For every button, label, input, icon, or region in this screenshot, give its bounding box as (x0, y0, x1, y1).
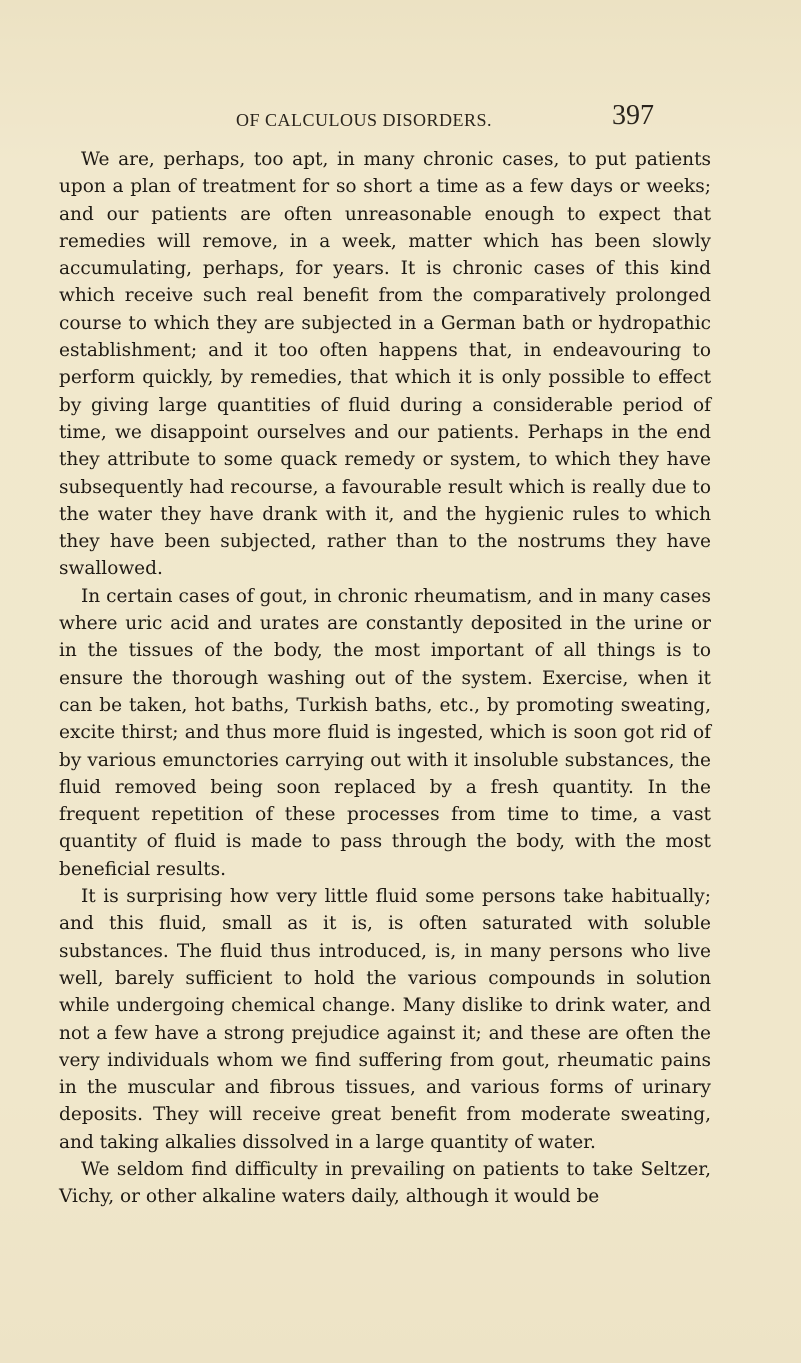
running-head: OF CALCULOUS DISORDERS. (236, 110, 493, 130)
paragraph: In certain cases of gout, in chronic rheumatism, and in many cases where uric acid and urates are constantly deposited in the urine or in the tissues of the body, the most important of all things is to ensure the thorough washing out of the system. Exercise, when it can be taken, hot baths, Turkish baths, etc., by promoting sweating, excite thirst; and thus more fluid is ingested, which is soon got rid of by various emunctories carrying out with it insoluble substances, the fluid removed being soon replaced by a fresh quantity. In the frequent repetition of these processes from time to time, a vast quantity of fluid is made to pass through the body, with the most beneficial results. (59, 585, 711, 880)
paragraph: It is surprising how very little fluid some persons take habitually; and this fluid, small as it is, is often saturated with soluble substances. The fluid thus introduced, is, in many persons who live well, barely sufficient to hold the various compounds in solution while undergoing chemical change. Many dislike to drink water, and not a few have a strong prejudice against it; and these are often the very individuals whom we find suffering from gout, rheumatic pains in the muscular and fibrous tissues, and various forms of urinary deposits. They will receive great benefit from moderate sweating, and taking alkalies dissolved in a large quantity of water. (59, 886, 711, 1153)
page-number: 397 (612, 100, 654, 131)
page-header (0, 100, 801, 140)
paragraph: We are, perhaps, too apt, in many chronic cases, to put patients upon a plan of treatment for so short a time as a few days or weeks; and our patients are often unreasonable enough to expect that remedies will remove, in a week, matter which has been slowly accumulating, perhaps, for years. It is chronic cases of this kind which receive such real benefit from the comparatively prolonged course to which they are subjected in a German bath or hydropathic establishment; and it too often happens that, in endeavouring to perform quickly, by remedies, that which it is only possible to effect by giving large quantities of fluid during a considerable period of time, we disappoint ourselves and our patients. Perhaps in the end they attribute to some quack remedy or system, to which they have subsequently had recourse, a favourable result which is really due to the water they have drank with it, and the hygienic rules to which they have been subjected, rather than to the nostrums they have swallowed. (59, 149, 711, 580)
paragraph: We seldom find difficulty in prevailing on patients to take Seltzer, Vichy, or other alkaline waters daily, although it would be (59, 1158, 711, 1208)
body-text (59, 146, 711, 1211)
